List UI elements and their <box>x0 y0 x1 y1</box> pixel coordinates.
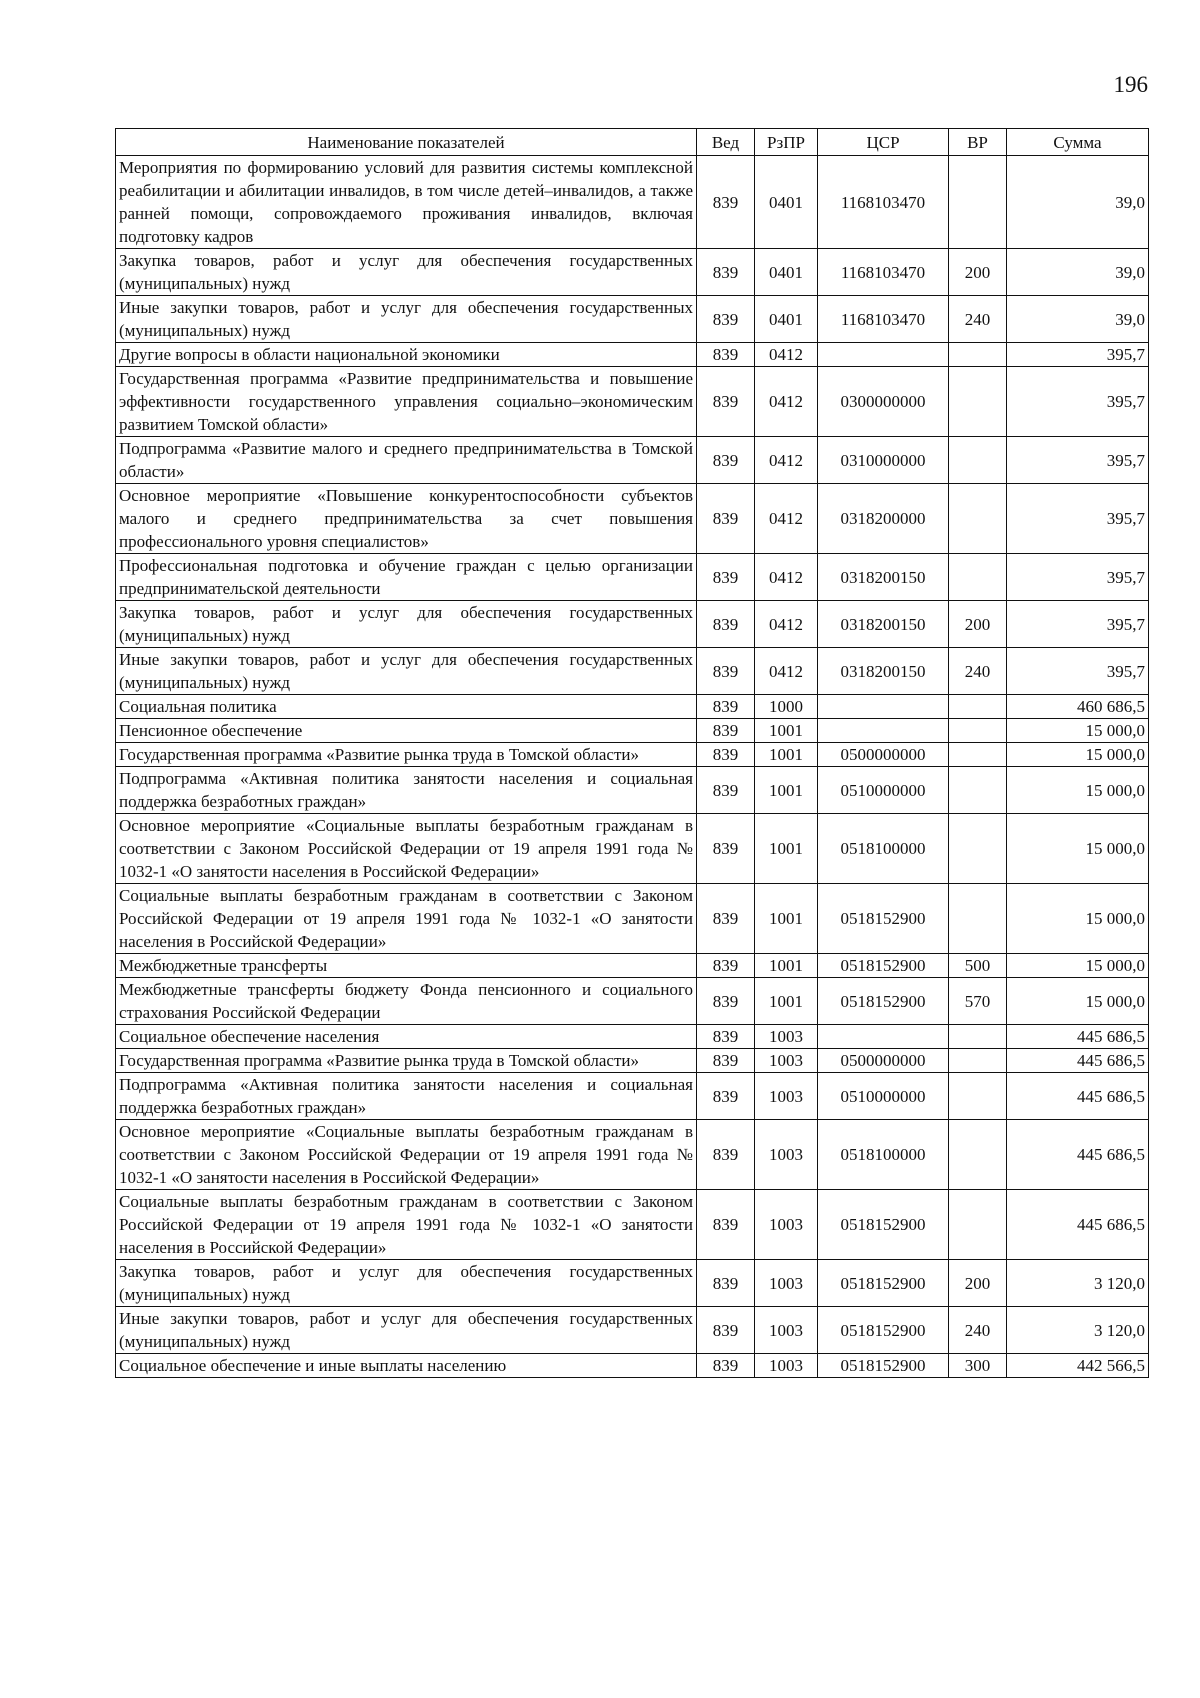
cell-vr <box>949 1190 1007 1260</box>
cell-sum: 15 000,0 <box>1007 978 1149 1025</box>
cell-ved: 839 <box>697 1025 755 1049</box>
cell-csr: 0500000000 <box>818 1049 949 1073</box>
cell-rzpr: 0412 <box>755 437 818 484</box>
cell-sum: 460 686,5 <box>1007 695 1149 719</box>
cell-name: Государственная программа «Развитие рынка труда в Томской области» <box>116 1049 697 1073</box>
cell-rzpr: 1003 <box>755 1354 818 1378</box>
cell-vr <box>949 1049 1007 1073</box>
cell-name: Социальное обеспечение населения <box>116 1025 697 1049</box>
cell-sum: 3 120,0 <box>1007 1307 1149 1354</box>
table-row <box>116 954 1149 978</box>
cell-csr: 0518152900 <box>818 884 949 954</box>
cell-sum: 395,7 <box>1007 484 1149 554</box>
cell-name: Закупка товаров, работ и услуг для обеспечения государственных (муниципальных) нужд <box>116 1260 697 1307</box>
cell-sum: 445 686,5 <box>1007 1120 1149 1190</box>
cell-ved: 839 <box>697 484 755 554</box>
cell-vr: 240 <box>949 1307 1007 1354</box>
cell-ved: 839 <box>697 343 755 367</box>
table-row <box>116 296 1149 343</box>
table-row <box>116 695 1149 719</box>
budget-table <box>115 128 1149 1378</box>
header-csr: ЦСР <box>818 129 949 156</box>
cell-sum: 445 686,5 <box>1007 1049 1149 1073</box>
cell-vr <box>949 695 1007 719</box>
cell-csr: 0518152900 <box>818 1307 949 1354</box>
table-row <box>116 1260 1149 1307</box>
cell-csr: 0518152900 <box>818 978 949 1025</box>
cell-rzpr: 0412 <box>755 648 818 695</box>
cell-ved: 839 <box>697 601 755 648</box>
cell-ved: 839 <box>697 954 755 978</box>
cell-csr: 0518100000 <box>818 1120 949 1190</box>
page-number: 196 <box>1113 72 1148 97</box>
cell-name: Мероприятия по формированию условий для развития системы комплексной реабилитации и абилитации инвалидов, в том числе детей–инвалидов, а также ранней помощи, сопровождаемого проживания инвалидов, включая подготовку кадров <box>116 156 697 249</box>
cell-name: Межбюджетные трансферты бюджету Фонда пенсионного и социального страхования Российской Федерации <box>116 978 697 1025</box>
table-row <box>116 601 1149 648</box>
cell-sum: 15 000,0 <box>1007 743 1149 767</box>
cell-csr: 0300000000 <box>818 367 949 437</box>
cell-ved: 839 <box>697 648 755 695</box>
cell-vr: 570 <box>949 978 1007 1025</box>
table-row <box>116 743 1149 767</box>
cell-name: Социальные выплаты безработным гражданам в соответствии с Законом Российской Федерации от 19 апреля 1991 года № 1032-1 «О занятости населения в Российской Федерации» <box>116 884 697 954</box>
cell-name: Основное мероприятие «Социальные выплаты безработным гражданам в соответствии с Законом Российской Федерации от 19 апреля 1991 года № 1032-1 «О занятости населения в Российской Федерации» <box>116 814 697 884</box>
cell-rzpr: 1001 <box>755 884 818 954</box>
cell-sum: 15 000,0 <box>1007 719 1149 743</box>
cell-name: Закупка товаров, работ и услуг для обеспечения государственных (муниципальных) нужд <box>116 249 697 296</box>
header-name: Наименование показателей <box>116 129 697 156</box>
cell-rzpr: 0401 <box>755 249 818 296</box>
cell-rzpr: 1003 <box>755 1073 818 1120</box>
cell-ved: 839 <box>697 1120 755 1190</box>
table-body <box>116 156 1149 1378</box>
cell-vr <box>949 743 1007 767</box>
cell-ved: 839 <box>697 1307 755 1354</box>
table-row <box>116 814 1149 884</box>
table-row <box>116 719 1149 743</box>
cell-csr: 0318200150 <box>818 601 949 648</box>
cell-name: Пенсионное обеспечение <box>116 719 697 743</box>
header-vr: ВР <box>949 129 1007 156</box>
cell-ved: 839 <box>697 1190 755 1260</box>
cell-rzpr: 1001 <box>755 978 818 1025</box>
cell-csr: 1168103470 <box>818 296 949 343</box>
cell-rzpr: 1003 <box>755 1260 818 1307</box>
cell-rzpr: 1001 <box>755 954 818 978</box>
cell-vr <box>949 814 1007 884</box>
cell-sum: 395,7 <box>1007 601 1149 648</box>
cell-name: Социальные выплаты безработным гражданам в соответствии с Законом Российской Федерации от 19 апреля 1991 года № 1032-1 «О занятости населения в Российской Федерации» <box>116 1190 697 1260</box>
cell-sum: 445 686,5 <box>1007 1073 1149 1120</box>
cell-sum: 395,7 <box>1007 648 1149 695</box>
cell-sum: 15 000,0 <box>1007 954 1149 978</box>
table-row <box>116 437 1149 484</box>
cell-sum: 445 686,5 <box>1007 1025 1149 1049</box>
cell-sum: 395,7 <box>1007 554 1149 601</box>
cell-csr: 0318200000 <box>818 484 949 554</box>
cell-ved: 839 <box>697 437 755 484</box>
cell-sum: 395,7 <box>1007 367 1149 437</box>
cell-rzpr: 0401 <box>755 296 818 343</box>
cell-ved: 839 <box>697 1260 755 1307</box>
cell-csr: 0518152900 <box>818 954 949 978</box>
cell-sum: 442 566,5 <box>1007 1354 1149 1378</box>
cell-ved: 839 <box>697 367 755 437</box>
cell-vr <box>949 554 1007 601</box>
cell-name: Основное мероприятие «Социальные выплаты безработным гражданам в соответствии с Законом Российской Федерации от 19 апреля 1991 года № 1032-1 «О занятости населения в Российской Федерации» <box>116 1120 697 1190</box>
table-row <box>116 1354 1149 1378</box>
cell-ved: 839 <box>697 554 755 601</box>
cell-name: Иные закупки товаров, работ и услуг для обеспечения государственных (муниципальных) нужд <box>116 1307 697 1354</box>
cell-csr <box>818 1025 949 1049</box>
cell-vr <box>949 437 1007 484</box>
cell-csr: 0310000000 <box>818 437 949 484</box>
table-row <box>116 648 1149 695</box>
cell-csr: 1168103470 <box>818 156 949 249</box>
cell-rzpr: 1003 <box>755 1025 818 1049</box>
cell-ved: 839 <box>697 884 755 954</box>
cell-sum: 3 120,0 <box>1007 1260 1149 1307</box>
cell-ved: 839 <box>697 1049 755 1073</box>
cell-name: Государственная программа «Развитие рынка труда в Томской области» <box>116 743 697 767</box>
table-row <box>116 978 1149 1025</box>
cell-rzpr: 1001 <box>755 743 818 767</box>
cell-ved: 839 <box>697 695 755 719</box>
cell-sum: 395,7 <box>1007 437 1149 484</box>
cell-name: Иные закупки товаров, работ и услуг для обеспечения государственных (муниципальных) нужд <box>116 648 697 695</box>
cell-sum: 39,0 <box>1007 296 1149 343</box>
cell-csr: 0518152900 <box>818 1190 949 1260</box>
cell-ved: 839 <box>697 1073 755 1120</box>
cell-rzpr: 1001 <box>755 719 818 743</box>
cell-sum: 395,7 <box>1007 343 1149 367</box>
table-row <box>116 367 1149 437</box>
cell-name: Закупка товаров, работ и услуг для обеспечения государственных (муниципальных) нужд <box>116 601 697 648</box>
cell-ved: 839 <box>697 1354 755 1378</box>
table-row <box>116 554 1149 601</box>
cell-vr <box>949 1073 1007 1120</box>
cell-vr <box>949 343 1007 367</box>
header-row <box>116 129 1149 156</box>
cell-csr <box>818 719 949 743</box>
cell-name: Подпрограмма «Активная политика занятости населения и социальная поддержка безработных граждан» <box>116 767 697 814</box>
cell-vr: 200 <box>949 249 1007 296</box>
cell-vr <box>949 767 1007 814</box>
cell-vr <box>949 884 1007 954</box>
table-row <box>116 1190 1149 1260</box>
table-row <box>116 1120 1149 1190</box>
cell-csr <box>818 695 949 719</box>
table-row <box>116 884 1149 954</box>
cell-ved: 839 <box>697 249 755 296</box>
cell-sum: 445 686,5 <box>1007 1190 1149 1260</box>
cell-rzpr: 1001 <box>755 814 818 884</box>
table-row <box>116 249 1149 296</box>
header-ved: Вед <box>697 129 755 156</box>
cell-name: Социальная политика <box>116 695 697 719</box>
cell-rzpr: 1001 <box>755 767 818 814</box>
cell-csr: 0500000000 <box>818 743 949 767</box>
cell-name: Подпрограмма «Активная политика занятости населения и социальная поддержка безработных граждан» <box>116 1073 697 1120</box>
table-row <box>116 1025 1149 1049</box>
cell-vr <box>949 367 1007 437</box>
cell-sum: 15 000,0 <box>1007 884 1149 954</box>
cell-vr <box>949 1120 1007 1190</box>
cell-vr: 200 <box>949 1260 1007 1307</box>
cell-csr: 0518152900 <box>818 1260 949 1307</box>
cell-ved: 839 <box>697 743 755 767</box>
cell-vr: 300 <box>949 1354 1007 1378</box>
cell-csr: 1168103470 <box>818 249 949 296</box>
cell-csr: 0318200150 <box>818 554 949 601</box>
cell-sum: 15 000,0 <box>1007 767 1149 814</box>
cell-name: Социальное обеспечение и иные выплаты населению <box>116 1354 697 1378</box>
header-rzpr: РзПР <box>755 129 818 156</box>
cell-ved: 839 <box>697 156 755 249</box>
cell-vr <box>949 484 1007 554</box>
cell-ved: 839 <box>697 767 755 814</box>
cell-sum: 15 000,0 <box>1007 814 1149 884</box>
cell-name: Иные закупки товаров, работ и услуг для обеспечения государственных (муниципальных) нужд <box>116 296 697 343</box>
cell-rzpr: 0401 <box>755 156 818 249</box>
cell-vr: 500 <box>949 954 1007 978</box>
table-row <box>116 484 1149 554</box>
table-row <box>116 156 1149 249</box>
cell-name: Межбюджетные трансферты <box>116 954 697 978</box>
cell-csr: 0518100000 <box>818 814 949 884</box>
cell-sum: 39,0 <box>1007 156 1149 249</box>
cell-csr <box>818 343 949 367</box>
cell-rzpr: 0412 <box>755 343 818 367</box>
cell-ved: 839 <box>697 296 755 343</box>
cell-name: Государственная программа «Развитие предпринимательства и повышение эффективности государственного управления социально–экономическим развитием Томской области» <box>116 367 697 437</box>
table-row <box>116 343 1149 367</box>
cell-csr: 0510000000 <box>818 1073 949 1120</box>
cell-rzpr: 1003 <box>755 1307 818 1354</box>
cell-vr <box>949 1025 1007 1049</box>
cell-vr: 240 <box>949 648 1007 695</box>
cell-ved: 839 <box>697 719 755 743</box>
table-row <box>116 767 1149 814</box>
cell-rzpr: 0412 <box>755 601 818 648</box>
cell-name: Профессиональная подготовка и обучение граждан с целью организации предпринимательской деятельности <box>116 554 697 601</box>
table-row <box>116 1307 1149 1354</box>
cell-ved: 839 <box>697 978 755 1025</box>
cell-vr: 240 <box>949 296 1007 343</box>
cell-csr: 0510000000 <box>818 767 949 814</box>
cell-rzpr: 1000 <box>755 695 818 719</box>
cell-name: Подпрограмма «Развитие малого и среднего предпринимательства в Томской области» <box>116 437 697 484</box>
cell-rzpr: 1003 <box>755 1120 818 1190</box>
table-row <box>116 1049 1149 1073</box>
header-sum: Сумма <box>1007 129 1149 156</box>
cell-sum: 39,0 <box>1007 249 1149 296</box>
table-header <box>116 129 1149 156</box>
cell-vr: 200 <box>949 601 1007 648</box>
cell-vr <box>949 156 1007 249</box>
cell-csr: 0518152900 <box>818 1354 949 1378</box>
cell-rzpr: 1003 <box>755 1190 818 1260</box>
cell-rzpr: 0412 <box>755 554 818 601</box>
cell-name: Другие вопросы в области национальной экономики <box>116 343 697 367</box>
cell-name: Основное мероприятие «Повышение конкурентоспособности субъектов малого и среднего предпринимательства за счет повышения профессионального уровня специалистов» <box>116 484 697 554</box>
cell-csr: 0318200150 <box>818 648 949 695</box>
cell-rzpr: 1003 <box>755 1049 818 1073</box>
cell-ved: 839 <box>697 814 755 884</box>
cell-vr <box>949 719 1007 743</box>
cell-rzpr: 0412 <box>755 484 818 554</box>
cell-rzpr: 0412 <box>755 367 818 437</box>
table-row <box>116 1073 1149 1120</box>
